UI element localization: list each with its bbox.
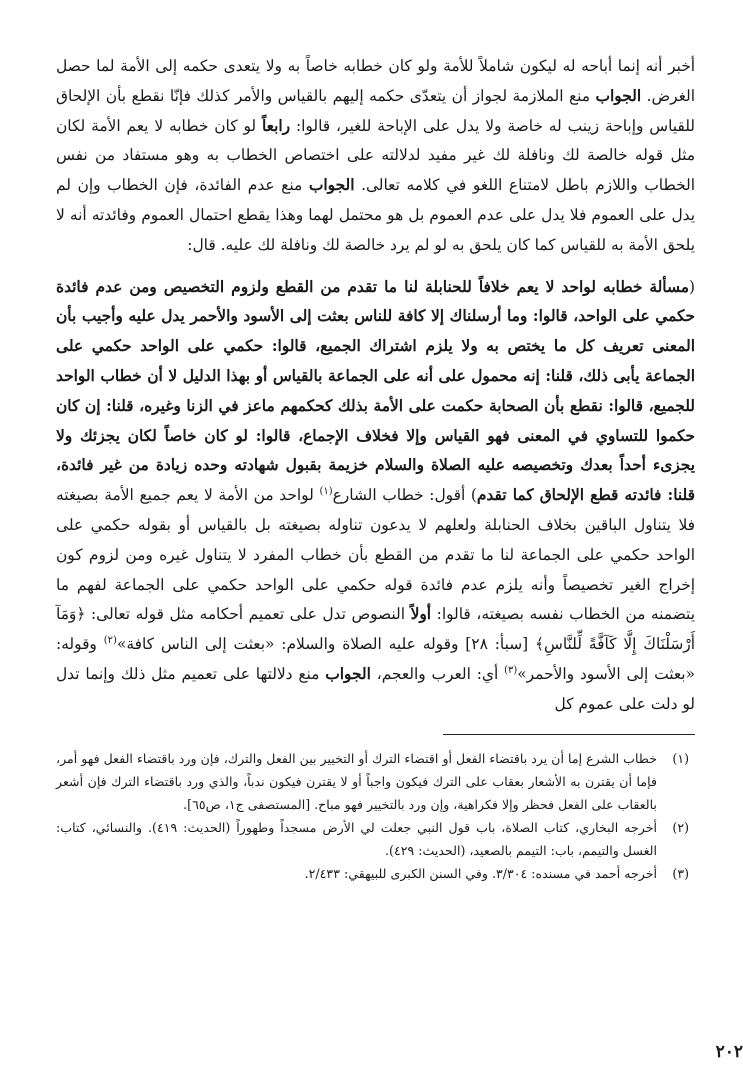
paragraph-1 [56,52,695,261]
bold-term: الجواب [308,176,355,195]
bold-term: الجواب [325,664,371,683]
text-span: منع دلالتها على تعميم مثل ذلك وإنما تدل لو دلت على عموم كل [56,664,695,713]
text-span: وقوله: «بعثت إلى الأسود والأحمر» [56,635,695,683]
footnotes [56,747,695,885]
footnote-number: (١) [672,750,689,766]
footnote-ref: (١) [319,486,333,498]
footnote-item [56,747,695,816]
bold-term: الجواب [595,86,642,105]
text-span: منع عدم الفائدة، فإن الخطاب وإن لم يدل على العموم فلا يدل على عدم العموم بل هو محتمل لهما وهذا يقطع احتمال العموم وفائدته أنه لا يلحق الأمة به للقياس كما كان يلحق به لو لم يرد خالصة لك ونافلة لك عليه. قال: [56,176,695,254]
footnote-item [56,862,695,885]
footnote-ref: (٢) [103,635,117,647]
footnote-text: خطاب الشرع إما أن يرد باقتضاء الفعل أو اقتضاء الترك أو التخيير بين الفعل والترك، فإن ورد باقتضاء الفعل فهو أمر، فإما أن يقترن به الأشعار بعقاب على الترك فيكون واجباً أو لا يقترن فيكون ندباً، والذي ورد باقتضاء الترك فإن أشعر بالعقاب على الفعل فحظر وإلا فكراهية، وإن ورد بالتخيير فهو مباح. [المستصفى ج١، ص٦٥]. [56,750,657,812]
bold-term: رابعاً [261,116,291,135]
footnote-text: أخرجه أحمد في مسنده: ٣/٣٠٤. وفي السنن الكبرى للبيهقي: ٢/٤٣٣. [304,865,657,881]
footnote-number: (٢) [672,819,689,835]
text-span: أخبر أنه إنما أباحه له ليكون شاملاً للأمة ولو كان خطابه خاصاً به ولا يتعدى حكمه إلى الأمة لما حصل الغرض. [56,57,695,105]
footnote-ref: (٣) [504,664,518,676]
footnote-text: أخرجه البخاري، كتاب الصلاة، باب قول النبي جعلت لي الأرض مسجداً وطهوراً (الحديث: ٤١٩). والنسائي، كتاب: الغسل والتيمم، باب: التيمم بالصعيد، (الحديث: ٤٢٩). [56,819,658,858]
page-number: ٢٠٢ [715,1042,743,1062]
text-span: منع الملازمة لجواز أن يتعدّى حكمه إليهم بالقياس والأمر كذلك فإنّا نقطع بأن الإلحاق للقياس وإباحة زينب له خاصة ولا يدل على الإباحة للغير، قالوا: [56,86,695,135]
text-span: لو كان خطابه لا يعم الأمة لكان مثل قوله خالصة لك ونافلة لك غير مفيد لدلالته على اختصاص الخطاب به وهو مستفاد من نفس الخطاب واللازم باطل لامتناع اللغو في كلامه تعالى. [56,116,695,195]
bold-matn: مسألة خطابه لواحد لا يعم خلافاً للحنابلة لنا ما تقدم من القطع ولزوم التخصيص ومن عدم فائدة حكمي على الواحد، قالوا: وما أرسلناك إلا كافة للناس بعثت إلى الأسود والأحمر يدل عليه وأجيب بأن المعنى تعريف كل ما يختص به ولا يلزم اشتراك الجميع، قالوا: حكمي على الواحد حكمي على الجماعة يأبى ذلك، قلنا: إنه محمول على أنه على الجماعة بالقياس أو بهذا الدليل لا أن خطاب الواحد للجميع، قالوا: نقطع بأن الصحابة حكمت على الأمة بذلك كحكمهم ماعز في الزنا وغيره، قلنا: إن كان حكموا للتساوي في المعنى فهو القياس وإلا فخلاف الإجماع، قالوا: لو كان خاصاً لكان يجزئك ولا يجزىء أحداً بعدك وتخصيصه عليه الصلاة والسلام خزيمة بقبول شهادته وحده زيادة من غير فائدة، قلنا: فائدته قطع الإلحاق كما تقدم [56,277,696,505]
footnote-number: (٣) [672,865,689,881]
text-span: أي: العرب والعجم، [370,664,505,683]
bold-term: أولاً [410,605,432,624]
paragraph-2 [56,273,695,720]
text-span: النصوص تدل على تعميم أحكامه مثل قوله تعالى: ﴿وَمَآ أَرْسَلْنَاكَ إِلَّا كَآفَّةً لِّلنَّاسِ﴾ [سبأ: ٢٨] وقوله عليه الصلاة والسلام: «بعثت إلى الناس كافة» [56,605,696,654]
footnote-separator [443,734,695,735]
text-span: ( [688,277,695,296]
text-span: ) أقول: خطاب الشارع [332,486,477,505]
footnote-item [56,816,695,862]
text-span: لواحد من الأمة لا يعم جميع الأمة بصيغته فلا يتناول الباقين بخلاف الحنابلة ولعلهم لا يدعون تناوله بصيغته بل بالقياس أو بقوله حكمي على الواحد حكمي على الجماعة لنا ما تقدم من القطع بأن خطاب المفرد لا يتناول غيره ومن لزوم كون إخراج الغير تخصيصاً وأنه يلزم عدم فائدة قوله حكمي على الواحد حكمي على الجماعة لفهم ما يتضمنه من الخطاب نفسه بصيغته، قالوا: [56,486,695,624]
